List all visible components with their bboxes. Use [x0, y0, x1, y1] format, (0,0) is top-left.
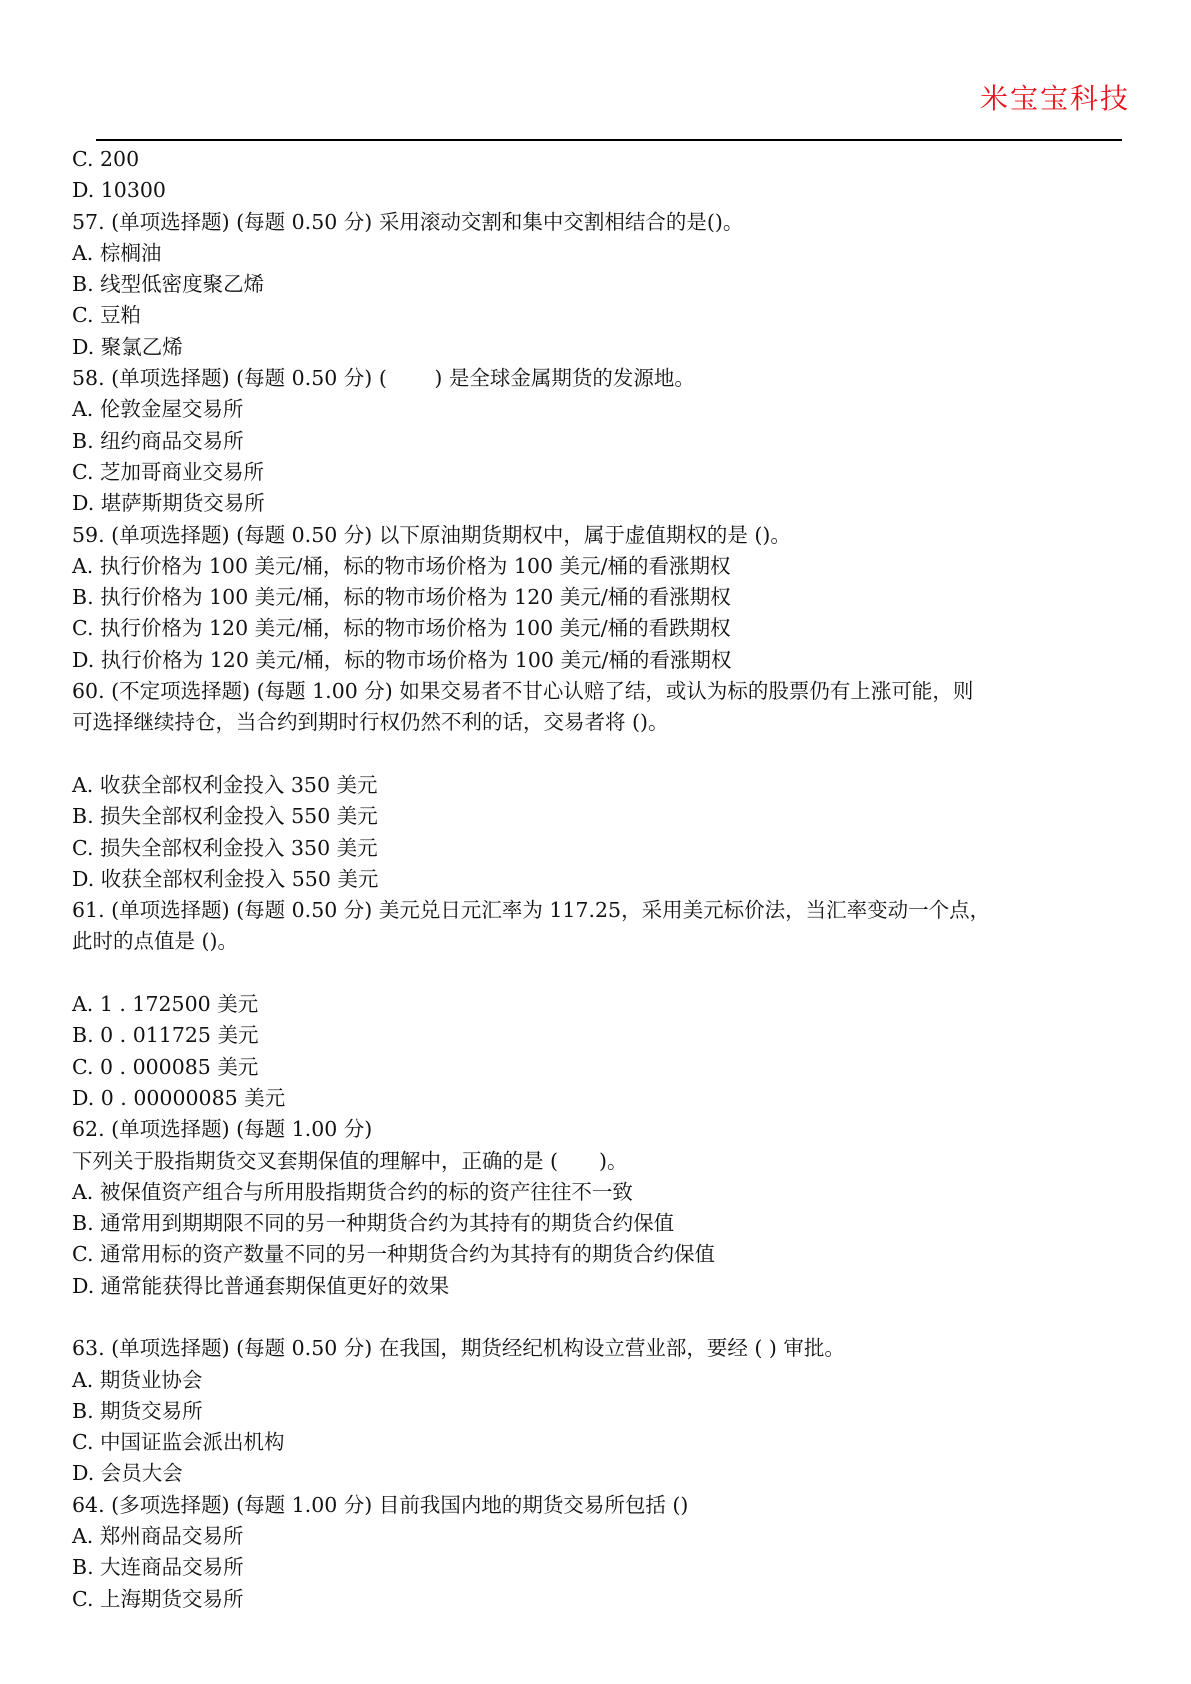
option-line: D. 0 . 00000085 美元 [72, 1085, 286, 1110]
option-line: D. 收获全部权利金投入 550 美元 [72, 866, 379, 891]
option-line: A. 1 . 172500 美元 [72, 992, 259, 1017]
brand-watermark: 米宝宝科技 [980, 82, 1131, 115]
question-63: 63. (单项选择题) (每题 0.50 分) 在我国，期货经纪机构设立营业部，要经 ( ) 审批。 [72, 1336, 845, 1361]
blank-line [72, 958, 1132, 989]
option-line: C. 芝加哥商业交易所 [72, 459, 264, 484]
option-line: D. 会员大会 [72, 1461, 183, 1486]
question-61-cont: 此时的点值是 ()。 [72, 929, 239, 954]
question-59: 59. (单项选择题) (每题 0.50 分) 以下原油期货期权中，属于虚值期权的是 ()。 [72, 522, 791, 547]
option-line: C. 豆粕 [72, 303, 141, 328]
blank-line [72, 1302, 1132, 1333]
question-61: 61. (单项选择题) (每题 0.50 分) 美元兑日元汇率为 117.25，采用美元标价法，当汇率变动一个点， [72, 898, 991, 923]
option-line: C. 损失全部权利金投入 350 美元 [72, 835, 378, 860]
option-line: B. 期货交易所 [72, 1398, 203, 1423]
document-body [72, 144, 1132, 1615]
option-line: B. 执行价格为 100 美元/桶，标的物市场价格为 120 美元/桶的看涨期权 [72, 585, 731, 610]
option-line: B. 损失全部权利金投入 550 美元 [72, 804, 378, 829]
option-line: B. 纽约商品交易所 [72, 428, 244, 453]
option-line: D. 执行价格为 120 美元/桶，标的物市场价格为 100 美元/桶的看涨期权 [72, 647, 732, 672]
option-line: A. 郑州商品交易所 [72, 1524, 244, 1549]
question-62: 62. (单项选择题) (每题 1.00 分) [72, 1117, 373, 1142]
option-line: A. 被保值资产组合与所用股指期货合约的标的资产往往不一致 [72, 1179, 633, 1204]
option-line: B. 线型低密度聚乙烯 [72, 272, 265, 297]
option-line: A. 棕榈油 [72, 240, 162, 265]
option-line: B. 0 . 011725 美元 [72, 1023, 259, 1048]
text-line: C. 200 [72, 147, 140, 171]
option-line: B. 通常用到期期限不同的另一种期货合约为其持有的期货合约保值 [72, 1211, 675, 1236]
option-line: C. 0 . 000085 美元 [72, 1054, 259, 1079]
text-line: D. 10300 [72, 178, 166, 203]
question-60-cont: 可选择继续持仓，当合约到期时行权仍然不利的话，交易者将 ()。 [72, 710, 669, 735]
option-line: A. 伦敦金屋交易所 [72, 397, 244, 422]
option-line: C. 通常用标的资产数量不同的另一种期货合约为其持有的期货合约保值 [72, 1242, 715, 1267]
option-line: D. 聚氯乙烯 [72, 334, 183, 359]
option-line: C. 上海期货交易所 [72, 1586, 244, 1611]
option-line: A. 期货业协会 [72, 1367, 203, 1392]
option-line: A. 收获全部权利金投入 350 美元 [72, 772, 378, 797]
question-64: 64. (多项选择题) (每题 1.00 分) 目前我国内地的期货交易所包括 () [72, 1492, 689, 1517]
question-60: 60. (不定项选择题) (每题 1.00 分) 如果交易者不甘心认赔了结，或认为标的股票仍有上涨可能，则 [72, 679, 974, 704]
question-57: 57. (单项选择题) (每题 0.50 分) 采用滚动交割和集中交割相结合的是()。 [72, 209, 744, 234]
blank-line [72, 739, 1132, 770]
question-62-cont: 下列关于股指期货交叉套期保值的理解中，正确的是 ( )。 [72, 1148, 628, 1173]
option-line: B. 大连商品交易所 [72, 1555, 244, 1580]
option-line: C. 执行价格为 120 美元/桶，标的物市场价格为 100 美元/桶的看跌期权 [72, 616, 731, 641]
question-58: 58. (单项选择题) (每题 0.50 分) ( ) 是全球金属期货的发源地。 [72, 366, 695, 391]
option-line: A. 执行价格为 100 美元/桶，标的物市场价格为 100 美元/桶的看涨期权 [72, 553, 731, 578]
option-line: D. 通常能获得比普通套期保值更好的效果 [72, 1273, 450, 1298]
header-rule [96, 139, 1122, 141]
option-line: C. 中国证监会派出机构 [72, 1430, 285, 1455]
option-line: D. 堪萨斯期货交易所 [72, 491, 265, 516]
